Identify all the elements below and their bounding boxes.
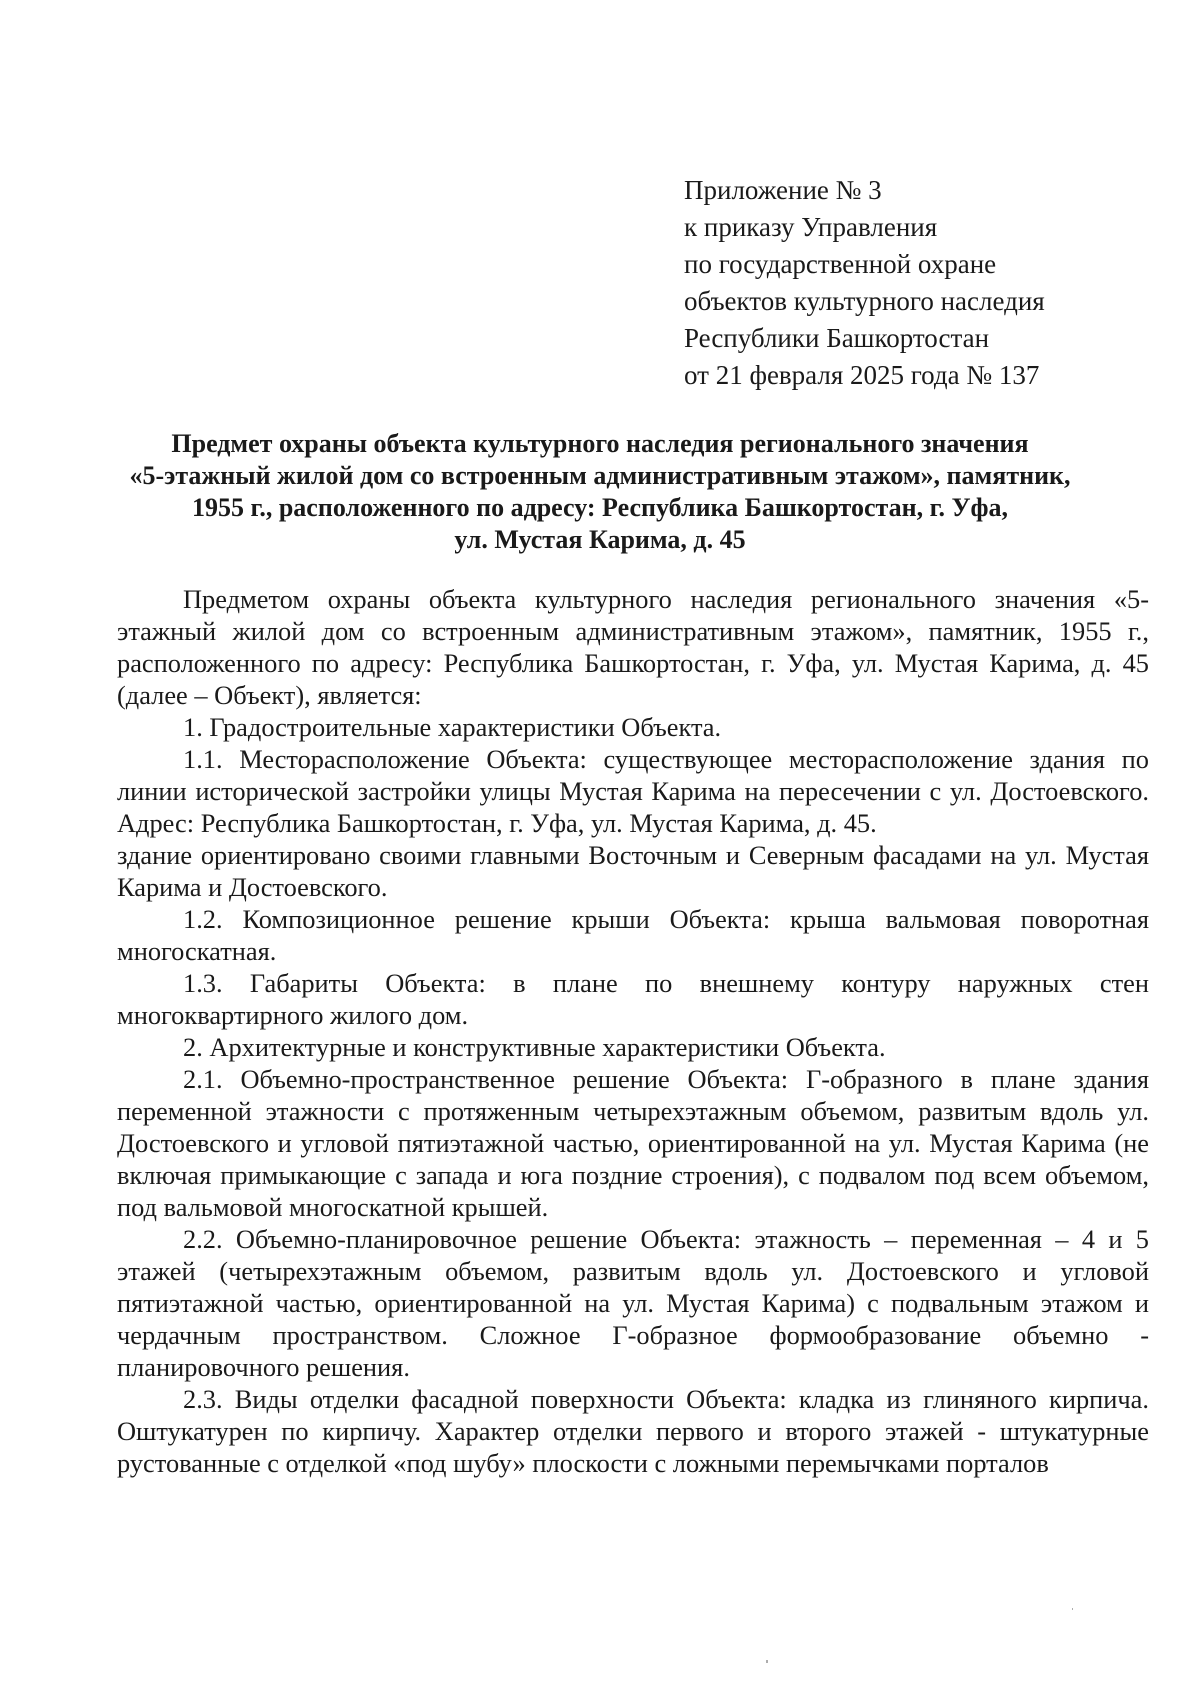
paragraph-section-2: 2. Архитектурные и конструктивные характеристики Объекта.: [183, 1032, 886, 1062]
scan-speck: [1072, 1608, 1073, 1610]
paragraph-2-1: 2.1. Объемно-пространственное решение Объекта: Г-образного в плане здания переменной этажности с протяженным четырехэтажным объемом, развитым вдоль ул. Достоевского и угловой пятиэтажной частью, ориентированной на ул. Мустая Карима (не включая примыкающие с запада и юга поздние строения), с подвалом под всем объемом, под вальмовой многоскатной крышей.: [117, 1064, 1149, 1222]
title-line: «5-этажный жилой дом со встроенным административным этажом», памятник,: [129, 461, 1071, 490]
scan-speck: [766, 1660, 768, 1663]
appendix-line: Приложение № 3: [684, 175, 882, 205]
document-title: [118, 428, 1082, 556]
title-line: ул. Мустая Карима, д. 45: [454, 525, 746, 554]
appendix-line: объектов культурного наследия: [684, 286, 1045, 316]
appendix-header: [684, 172, 1045, 394]
paragraph-1-2: 1.2. Композиционное решение крыши Объекта: крыша вальмовая поворотная многоскатная.: [117, 904, 1149, 966]
paragraph-1-1: 1.1. Месторасположение Объекта: существующее месторасположение здания по линии исторической застройки улицы Мустая Карима на пересечении с ул. Достоевского. Адрес: Республика Башкортостан, г. Уфа, ул. Мустая Карима, д. 45.: [117, 744, 1149, 838]
paragraph-intro: Предметом охраны объекта культурного наследия регионального значения «5-этажный жилой дом со встроенным административным этажом», памятник, 1955 г., расположенного по адресу: Республика Башкортостан, г. Уфа, ул. Мустая Карима, д. 45 (далее – Объект), является:: [117, 584, 1149, 710]
paragraph-1-3: 1.3. Габариты Объекта: в плане по внешнему контуру наружных стен многоквартирного жилого дом.: [117, 968, 1149, 1030]
title-line: Предмет охраны объекта культурного наследия регионального значения: [171, 429, 1029, 458]
paragraph-section-1: 1. Градостроительные характеристики Объекта.: [183, 712, 722, 742]
paragraph-1-1-continued: здание ориентировано своими главными Восточным и Северным фасадами на ул. Мустая Карима и Достоевского.: [117, 840, 1149, 902]
appendix-line: от 21 февраля 2025 года № 137: [684, 360, 1040, 390]
paragraph-2-3: 2.3. Виды отделки фасадной поверхности Объекта: кладка из глиняного кирпича. Оштукатурен по кирпичу. Характер отделки первого и второго этажей - штукатурные рустованные с отделкой «под шубу» плоскости с ложными перемычками порталов: [117, 1384, 1149, 1478]
paragraph-2-2: 2.2. Объемно-планировочное решение Объекта: этажность – переменная – 4 и 5 этажей (четырехэтажным объемом, развитым вдоль ул. Достоевского и угловой пятиэтажной частью, ориентированной на ул. Мустая Карима) с подвальным этажом и чердачным пространством. Сложное Г-образное формообразование объемно - планировочного решения.: [117, 1224, 1149, 1382]
appendix-line: по государственной охране: [684, 249, 997, 279]
appendix-line: к приказу Управления: [684, 212, 938, 242]
appendix-line: Республики Башкортостан: [684, 323, 990, 353]
document-body: [117, 583, 1149, 1479]
title-line: 1955 г., расположенного по адресу: Республика Башкортостан, г. Уфа,: [191, 493, 1009, 522]
